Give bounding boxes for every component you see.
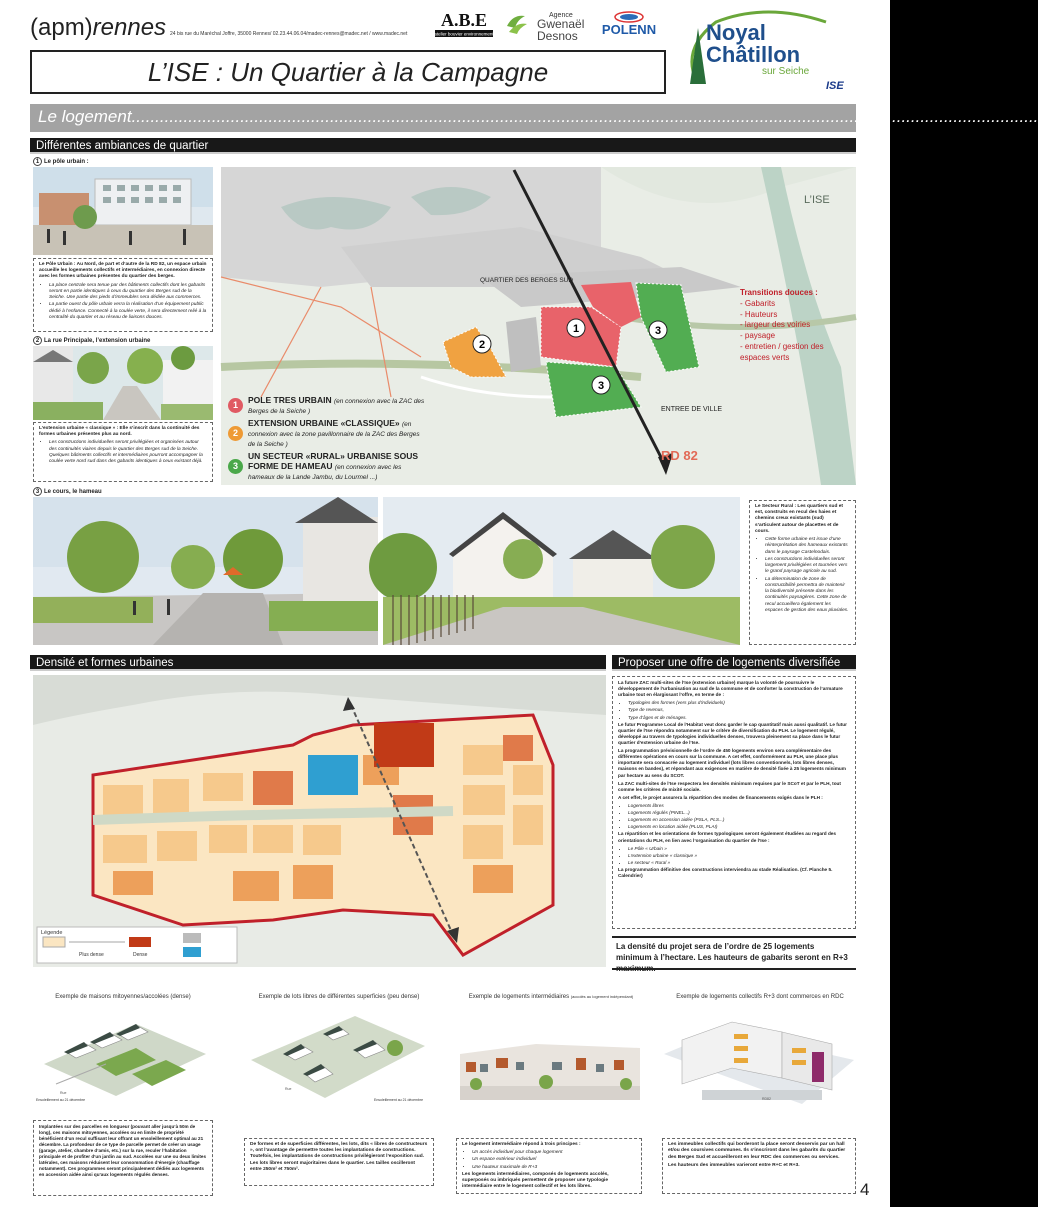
rural-bullet: • Les constructions individuelles seront largement privilégiées et tournées vers le grand paysage agricole au sud. [765,557,850,576]
example-lots-libres-image [245,1004,431,1102]
header-address: 24 bis rue du Maréchal Joffre, 35000 Rennes/ 02.23.44.06.04/madec-rennes@madec.net / www.madec.net [170,31,408,37]
offre-p3: La programmation prévisionnelle de l’ordre de 450 logements environ sera complémentaire des différentes opérations en cours sur la commune. A cet effet, conformément au PLH, une place plus importante sera consacrée au logement individuel (lots libres conventionnels, lots libres denses, maisons en bandes), et répondant aux exigences en matière de densité fixée à 25 logements minimum par hectare au sens du SCOT. [618,748,846,778]
offre-p7: La programmation définitive des constructions interviendra au stade Réalisation. (Cf. Planche 5. Calendrier) [618,866,833,879]
example-title-text: Exemple de logements intermédiaires [468,994,570,1000]
example-caption: Ensoleillement au 21 décembre [374,1098,424,1102]
cours-caption-text: Le cours, le hameau [44,489,102,495]
offre-bullet: • L’extension urbaine « classique » [628,853,850,859]
abe-logo [433,6,495,40]
rural-text-box [749,500,856,645]
rue-caption-text: La rue Principale, l’extension urbaine [44,338,151,344]
example-bullet: • Une hauteur maximale de R+3 [472,1165,636,1171]
legend-item-rural [228,451,428,481]
example-text-box [33,1120,213,1196]
legend-item-extension [228,418,428,448]
example-bullet: • Un espace extérieur individuel [472,1157,636,1163]
offre-p1: La future ZAC multi-sites de l’Ise (extension urbaine) marque la volonté de poursuivre le développement de l’urbanisation au sud de la commune et de conforter la construction de l’armature urbaine tout en élargissant l’offre, en terme de : [618,680,843,698]
svg-text:1: 1 [572,323,580,335]
densite-legend-high: Dense [133,952,148,958]
svg-text:3: 3 [597,380,605,392]
example-text: De formes et de superficies différentes, les lots, dits « libres de constructeurs », ont l’avantage de permettre toutes les implantations de constructions. Toutefois, les implantations de constructions privilégieront l’exposition sud. Les lots libres seront majoritaires dans le quartier. Les tailles oscilleront entre 250m² et 750m². [250,1142,428,1172]
example-text-box [456,1138,642,1194]
example-title-small: (accolés au logement indépendant) [570,994,634,999]
sur-seiche-text: sur Seiche [762,66,810,77]
rue-bullet: • Les constructions individuelles seront privilégiées et organisées autour des continuités viaires depuis le quartier des Berges sud de la Seiche. Quelques bâtiments collectifs et intermédiaires pourront accompagner la coulée verte nord sud dans des gabarits identiques à ceux existant déjà. [49,440,207,465]
example-bullet: • Un accès individuel pour chaque logement [472,1150,636,1156]
ise-mark: ISE [826,80,844,92]
svg-text:3: 3 [654,325,662,337]
pole-bullet: • La partie ouest du pôle urbain verra la réalisation d’un équipement public dédié à l’enfance. Connecté à la coulée verte, il sera directement relié à la centralité du quartier et au réseau de liaisons douces. [49,302,207,321]
legend-item-pole [228,395,428,415]
densite-legend-low: Plus dense [79,952,104,958]
pole-text-box [33,258,213,332]
example-title: Exemple de logements collectifs R+3 dont commerces en RDC [676,994,844,1000]
legend-num: 2 [228,426,243,441]
map-label-entree: ENTREE DE VILLE [661,406,723,413]
legend-rest: (en connexion avec la zone pavillonnaire de la ZAC des Berges de la Seiche ) [248,421,420,448]
example-caption: Ensoleillement au 21 décembre [36,1098,86,1102]
pole-bullet: • La place centrale sera tenue par des bâtiments collectifs dont les gabarits seront en partie identiques à ceux du quartier des Berges sud de la Seiche. Une partie des pieds d’immeubles sera dédiée aux commerces. [49,283,207,302]
page-title-box [30,50,666,94]
example-title: Exemple de lots libres de différentes superficies (peu dense) [258,994,420,1000]
rue-num: 2 [33,336,42,345]
hameau-photo [383,497,740,645]
apm-rennes-logo [30,14,166,42]
pole-num: 1 [33,157,42,166]
pole-text1: Le Pôle Urbain : Au Nord, de part et d’autre de la RD 82, un espace urbain accueille les logements collectifs et intermédiaires, en connexion directe avec les formes urbaines présentes du quartier des berges. [39,262,207,280]
legend-rest: (en connexion avec les hameaux de la Lande Jambu, du Lourmel ...) [248,464,402,481]
legend-bold: EXTENSION URBAINE «CLASSIQUE» [248,418,400,428]
example-text2: Les logements intermédiaires, composés de logements accolés, superposés ou imbriqués permettent de proposer une typologie intermédiaire entre le logement collectif et les lots libres. [462,1171,609,1190]
example-title [456,994,646,1000]
pole-urbain-photo [33,167,213,255]
transitions-item: - largeur des voiries [740,320,811,330]
transitions-list [740,288,840,364]
example-text2: Les hauteurs des immeubles varieront entre R+C et R+3. [668,1163,800,1169]
densite-plan [33,675,606,967]
legend-num: 1 [228,398,243,413]
legend-bold: POLE TRES URBAIN [248,395,332,405]
svg-text:RD82: RD82 [762,1097,771,1101]
svg-text:Rue: Rue [60,1091,67,1095]
offre-bullet: • Typologies des formes (vers plus d’individuels) [628,700,850,706]
offre-bullet: • Logements libres [628,803,850,809]
example-text: Les immeubles collectifs qui borderont la place seront desservis par un hall et/ou des coursives communes. Ils s’inscriront dans les gabarits du quartier des Berges Sud et accueilleront en leur RDC des commerces ou services. [668,1142,846,1160]
densite-header: Densité et formes urbaines [30,655,606,671]
offre-bullet: • Type de revenus, [628,707,850,713]
cours-photo [33,497,378,645]
map-label-rd82: RD 82 [661,448,698,463]
gd-name2: Desnos [537,29,578,43]
transitions-item: - Hauteurs [740,309,778,319]
transitions-item: - entretien / gestion des espaces verts [740,341,824,362]
ambiances-header: Différentes ambiances de quartier [30,138,856,154]
page-title: L’ISE : Un Quartier à la Campagne [147,56,549,87]
transitions-item: - Gabarits [740,298,776,308]
noyal-chatillon-logo [676,8,848,90]
offre-p6: La répartition et les orientations de formes typologiques seront également étudiées au regard des orientations du PLH, en lien avec l’organisation du quartier de l’Ise : [618,831,837,843]
offre-p4: La ZAC multi-sites de l’Ise respectera les densités minimum requises par le SCoT et par le PLH, tout comme les critères de mixité sociale. [618,780,841,792]
offre-header: Proposer une offre de logements diversifiée [612,655,856,671]
page-number: 4 [860,1180,870,1199]
rural-text1: Le Secteur Rural : Les quartiers sud et est, construits en recul des haies et chemins creux existants (sud) s’articulent autour de placettes et de cours. [755,504,843,534]
polenn-logo [594,10,664,40]
pole-caption-text: Le pôle urbain : [44,159,89,165]
rue-text-box [33,422,213,482]
gd-agence: Agence [549,12,573,19]
offre-bullet: • Logements en location aidée (PLUS, PLAI) [628,824,850,830]
example-text-box [244,1138,434,1186]
section-band: Le logement................................................................................................................................................................................................ [30,104,856,132]
example-text: Le logement intermédiaire répond à trois principes : [462,1142,581,1147]
offre-p2: Le futur Programme Local de l’Habitat veut donc garder le cap quantitatif mais aussi qualitatif. Le futur quartier de l’Ise répondra notamment sur le critère de diversification du PLH. Le logement régulé, développé au travers de typologies individuelles denses, trouvera pleinement sa place dans le futur quartier d’extension urbaine de l’Ise. [618,721,847,745]
svg-text:2: 2 [478,339,486,351]
offre-bullet: • Le Pôle « Urbain » [628,846,850,852]
offre-bullet: • Le secteur « Rural » [628,860,850,866]
example-text: Implantées sur des parcelles en longueur (pouvant aller jusqu’à 50m de long), ces maisons mitoyennes, accolées ou en limite de propriété bénéficient d’un recul suffisant leur offrant un ensoleillement optimal au 21 décembre. La profondeur de ce type de parcelle permet de créer un usage (garage, atelier, chambre d’amis, etc.) sur la rue, reculer l’habitation principale et de profiter d’un jardin au sud. Accolées sur une ou deux limites latérales, ces maisons réduisent leur consommation d’énergie (chauffage notamment). Ces programmes seront principalement dédiés aux logements en accession aidée ainsi qu’aux logements régulés denses. [39,1124,207,1177]
rural-bullet: • Cette forme urbaine est issue d’une réinterprétation des hameaux existants dans le paysage Castelnodais. [765,537,850,556]
chatillon-text: Châtillon [706,42,801,67]
rue-text1: L’extension urbaine « classique » : Elle s’inscrit dans la continuité des formes urbaines présentes plus au nord. [39,426,200,438]
offre-bullet: • Logements régulés (PINEL...) [628,810,850,816]
offre-bullet: • Type d’âges et de ménages. [628,715,850,721]
map-label-quartier: QUARTIER DES BERGES SUD [480,277,574,284]
transitions-item: - paysage [740,331,776,341]
rue-caption [33,336,150,345]
abe-logo-text: A.B.E [440,10,488,30]
densite-legend-title: Légende [41,930,63,936]
map-label-ise: L’ISE [804,194,830,206]
example-text-box [662,1138,856,1194]
brand-rennes: rennes [92,14,167,41]
example-title: Exemple de maisons mitoyennes/accolées (dense) [55,994,191,1000]
legend-rest: (en connexion avec la ZAC des Berges de la Seiche ) [248,398,425,415]
transitions-title: Transitions douces : [740,288,818,297]
svg-text:Rue: Rue [285,1087,292,1091]
polenn-text: POLENN [601,22,657,37]
brand-apm: (apm) [30,14,93,41]
offre-p5: A cet effet, le projet assurera la répartition des modes de financements exigés dans le PLH : [618,794,823,800]
offre-bullet: • Logements en accession aidée (PSLA, PLS...) [628,817,850,823]
rural-bullet: • La détermination de zone de constructibilité permettra de maintenir la biodiversité présente dans les continuités paysagères. Cette zone de recul accueillera également les espaces de gestion des eaux pluviales. [765,577,850,614]
legend-bold: UN SECTEUR «RURAL» URBANISE SOUS FORME DE HAMEAU [248,451,419,471]
gd-name1: Gwenaël [537,17,585,31]
noyal-text: Noyal [706,20,766,45]
cours-num: 3 [33,487,42,496]
cours-caption [33,487,102,496]
legend-num: 3 [228,459,243,474]
offre-text-box [612,676,856,929]
example-mitoyennes-image [36,1004,212,1102]
abe-logo-sub: atelier bouvier environnement [434,31,494,37]
rue-principale-photo [33,346,213,420]
gwenael-desnos-logo [505,8,585,42]
zone-legend [228,395,428,484]
pole-caption [33,157,89,166]
example-intermediaires-image [456,1008,642,1116]
example-collectifs-image [662,1004,856,1108]
density-statement: La densité du projet sera de l’ordre de 25 logements minimum à l’hectare. Les hauteurs de gabarits seront en R+3 maximum. [612,936,856,970]
